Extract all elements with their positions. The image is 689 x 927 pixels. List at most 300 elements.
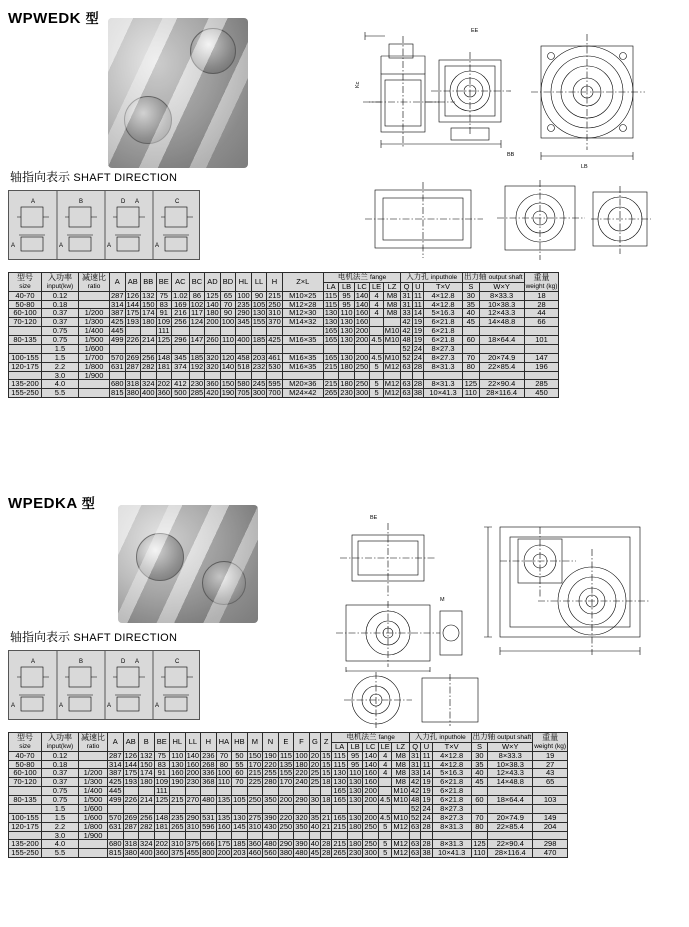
cell-LB: 130	[340, 326, 353, 336]
shaft-direction-en-wpedka: SHAFT DIRECTION	[73, 632, 178, 644]
cell-A: 680	[109, 839, 122, 849]
cell-BC: 285	[190, 388, 204, 398]
gearbox-photo-wpedka	[118, 505, 258, 623]
svg-text:A: A	[135, 199, 140, 205]
cell-Z: 21	[322, 812, 331, 822]
cell-LE: 4.5	[379, 812, 391, 822]
th-outputshaft-en: output shaft	[488, 274, 523, 281]
cell-N: 390	[264, 812, 277, 822]
th-ratio-cn: 减速比	[82, 272, 106, 282]
spec-table-body-wpwedk	[9, 291, 559, 398]
cell-BE: 148	[157, 352, 171, 362]
cell-BE: 148	[155, 812, 169, 822]
cell-LZ: M8	[392, 769, 410, 778]
cell-S: 60	[463, 336, 480, 345]
th-E: E	[278, 733, 294, 752]
cell-size: 155-250	[9, 849, 42, 858]
cell-ratio: 1/600	[79, 804, 108, 813]
th-size	[9, 273, 42, 292]
cell-U: 11	[413, 290, 422, 300]
cell-AC: 1.02	[173, 290, 188, 300]
cell-U: 28	[413, 379, 423, 389]
th-U: U	[412, 282, 423, 291]
cell-U: 28	[422, 821, 431, 831]
cell-ratio: 1/800	[79, 362, 110, 371]
cell-A: 425	[111, 317, 124, 327]
cell-HB: 145	[233, 821, 246, 831]
cell-U: 19	[413, 317, 423, 327]
cell-B: 324	[140, 839, 153, 849]
cell-M: 170	[248, 759, 262, 769]
cell-size: 60-100	[9, 309, 42, 318]
cell-WY: 14×48.8	[479, 318, 524, 327]
th-weight-cn: 重量	[533, 272, 550, 282]
cell-LZ: M10	[393, 795, 408, 805]
cell-BE	[156, 344, 172, 353]
cell-Z: 15	[322, 759, 331, 769]
th-size-cn: 型号	[17, 272, 33, 282]
cell-LE: 4	[370, 309, 383, 318]
cell-size	[9, 804, 42, 813]
drawing-side-wpedka	[480, 505, 660, 675]
cell-power: 3.0	[42, 371, 79, 380]
th-LB: LB	[339, 282, 355, 291]
cell-H: 461	[268, 352, 281, 362]
cell-LC: 300	[355, 388, 369, 398]
cell-S: 45	[471, 778, 488, 787]
cell-AC: 256	[172, 318, 190, 327]
cell-H: 215	[268, 290, 281, 300]
cell-AC: 412	[172, 380, 190, 389]
cell-AB: 226	[124, 795, 138, 805]
cell-S: 125	[471, 840, 488, 849]
cell-HB: 70	[232, 778, 248, 787]
table-row	[9, 389, 559, 398]
cell-G: 25	[310, 777, 320, 787]
cell-AD: 140	[206, 299, 219, 309]
cell-BC: 124	[190, 317, 204, 327]
cell-E: 290	[279, 839, 293, 849]
cell-LA: 265	[324, 388, 338, 398]
cell-power: 4.0	[42, 840, 79, 849]
cell-HL	[236, 344, 252, 353]
cell-H: 236	[202, 750, 215, 760]
shaft-direction-label-wpedka	[10, 628, 177, 645]
cell-LE: 4.5	[379, 795, 391, 805]
cell-LL: 200	[186, 768, 200, 778]
cell-weight: 285	[524, 380, 559, 389]
cell-Q: 31	[402, 290, 411, 300]
cell-U: 28	[422, 839, 431, 849]
cell-LA: 215	[333, 821, 346, 831]
cell-LE: 5	[370, 389, 383, 398]
cell-Q: 63	[402, 379, 411, 389]
cell-A: 314	[109, 759, 122, 769]
table-row	[9, 291, 559, 300]
cell-E: 250	[279, 821, 293, 831]
cell-ZL: M16×35	[282, 362, 323, 371]
cell-BE: 91	[156, 309, 172, 318]
cell-BC: 86	[189, 291, 205, 300]
cell-H: 800	[202, 848, 215, 858]
cell-A: 499	[109, 795, 122, 805]
cell-M: 215	[248, 768, 262, 778]
cell-LC: 160	[364, 768, 377, 778]
cell-power: 1.5	[42, 344, 79, 353]
cell-LC: 250	[355, 379, 369, 389]
cell-S	[471, 804, 488, 813]
cell-ratio: 1/900	[79, 371, 110, 380]
table-row	[9, 849, 568, 858]
cell-ratio: 1/400	[79, 787, 108, 796]
cell-U: 24	[422, 803, 431, 813]
svg-text:A: A	[59, 243, 64, 249]
cell-BE: 109	[157, 317, 171, 327]
svg-text:A: A	[155, 703, 160, 709]
cell-LZ	[383, 344, 401, 353]
cell-LC: 140	[355, 299, 369, 309]
cell-HB: 130	[233, 812, 246, 822]
th-N: N	[263, 733, 279, 752]
cell-LZ: M12	[384, 361, 400, 371]
cell-LC: 250	[364, 821, 377, 831]
cell-B	[139, 804, 155, 813]
cell-TV: 4×12.8	[432, 751, 471, 760]
th-LE: LE	[370, 282, 383, 291]
photo-shaft-hub	[124, 96, 172, 144]
cell-ratio	[79, 380, 110, 389]
cell-LC: 200	[355, 352, 369, 362]
cell-HL: 235	[237, 299, 250, 309]
cell-S: 30	[463, 291, 480, 300]
cell-LC: 160	[355, 317, 369, 327]
cell-HL: 190	[171, 777, 184, 787]
cell-S: 35	[471, 760, 488, 769]
cell-HB: 185	[233, 839, 246, 849]
cell-BE: 83	[154, 760, 170, 769]
cell-HB: 50	[232, 751, 248, 760]
cell-WY: 22×85.4	[479, 362, 524, 371]
cell-LE: 5	[378, 849, 391, 858]
cell-U: 24	[413, 343, 423, 353]
photo-input-hub	[136, 533, 184, 581]
gearbox-photo-wpwedk	[108, 18, 248, 168]
cell-ratio: 1/200	[79, 769, 108, 778]
cell-power: 2.2	[42, 362, 79, 371]
cell-HA: 100	[217, 768, 231, 778]
th-LB: LB	[347, 742, 363, 751]
cell-WY: 12×43.3	[488, 769, 533, 778]
cell-H: 336	[202, 768, 215, 778]
cell-LL: 270	[186, 795, 200, 805]
cell-A: 387	[109, 768, 122, 778]
cell-A: 314	[111, 299, 124, 309]
svg-text:A: A	[155, 243, 160, 249]
cell-AD: 260	[206, 335, 219, 345]
cell-A: 287	[111, 290, 124, 300]
cell-Q: 48	[410, 795, 420, 805]
cell-size: 70-120	[9, 778, 42, 787]
cell-LZ: M10	[393, 786, 408, 796]
cell-BD: 110	[221, 335, 234, 345]
th-weight-cn: 重量	[542, 732, 559, 742]
cell-LE: 5	[378, 840, 391, 849]
cell-size: 155-250	[9, 389, 42, 398]
cell-HL: 458	[237, 352, 250, 362]
cell-AD: 320	[206, 361, 219, 371]
cell-LL: 90	[251, 291, 267, 300]
cell-LA: 165	[324, 352, 338, 362]
cell-F: 320	[295, 812, 308, 822]
cell-LC: 200	[355, 335, 369, 345]
cell-HA: 135	[217, 795, 231, 805]
cell-B: 214	[140, 795, 153, 805]
cell-ratio: 1/300	[79, 778, 108, 787]
cell-H: 310	[268, 308, 281, 318]
cell-HL: 235	[171, 812, 184, 822]
cell-TV: 8×27.3	[432, 804, 471, 813]
cell-A: 425	[109, 777, 122, 787]
th-WY: W×Y	[479, 282, 524, 291]
cell-BC: 192	[190, 361, 204, 371]
cell-HB: 55	[232, 760, 248, 769]
cell-WY: 22×85.4	[488, 822, 533, 831]
cell-BD: 190	[221, 388, 235, 398]
cell-AB: 269	[124, 812, 138, 822]
cell-size: 40-70	[9, 751, 42, 760]
cell-LC: 250	[364, 839, 377, 849]
cell-E	[278, 804, 294, 813]
cell-TV: 6×21.8	[424, 318, 463, 327]
cell-ZL: M14×32	[282, 318, 323, 327]
cell-size: 60-100	[9, 769, 42, 778]
cell-TV: 6×21.8	[424, 327, 463, 336]
svg-text:D: D	[121, 659, 126, 665]
cell-AB: 175	[126, 308, 140, 318]
cell-LL: 290	[186, 812, 200, 822]
cell-N	[263, 804, 279, 813]
cell-B: 150	[140, 759, 153, 769]
cell-LL: 185	[252, 335, 266, 345]
cell-LA: 130	[324, 317, 338, 327]
cell-power: 1.5	[42, 804, 79, 813]
cell-S: 125	[463, 380, 480, 389]
th-S: S	[463, 282, 480, 291]
cell-U: 24	[413, 352, 423, 362]
cell-AD	[205, 344, 221, 353]
cell-AC	[172, 344, 190, 353]
cell-BB: 282	[142, 361, 155, 371]
cell-H: 596	[202, 821, 215, 831]
cell-AB: 380	[126, 388, 140, 398]
cell-AC: 345	[172, 353, 190, 362]
spec-table-wpedka	[8, 732, 568, 858]
cell-BB: 400	[142, 388, 155, 398]
cell-Q: 63	[402, 388, 411, 398]
cell-F	[294, 804, 310, 813]
cell-HL: 265	[171, 821, 184, 831]
section-suffix-wpedka: 型	[81, 496, 96, 511]
cell-LA: 215	[324, 361, 338, 371]
section-model-wpedka: WPEDKA	[8, 495, 78, 512]
table-row	[9, 751, 568, 760]
cell-AB: 287	[126, 361, 140, 371]
table-row	[9, 804, 568, 813]
cell-LB: 180	[340, 361, 353, 371]
cell-LB: 130	[340, 317, 353, 327]
cell-TV: 5×16.3	[424, 309, 463, 318]
cell-H	[201, 804, 217, 813]
cell-U: 24	[422, 812, 431, 822]
spec-table-head	[9, 273, 559, 292]
cell-U: 19	[422, 795, 431, 805]
table-row	[9, 822, 568, 831]
cell-BD: 150	[221, 379, 235, 389]
svg-text:A: A	[135, 659, 140, 665]
cell-A	[108, 804, 124, 813]
cell-TV: 8×31.3	[424, 362, 463, 371]
cell-TV: 8×27.3	[432, 813, 471, 822]
cell-AB: 226	[126, 335, 140, 345]
cell-BB: 150	[142, 299, 155, 309]
shaft-direction-diagram-wpwedk	[8, 190, 200, 260]
cell-ZL: M12×30	[282, 309, 323, 318]
cell-LB: 130	[348, 786, 362, 796]
cell-ratio	[79, 840, 108, 849]
th-LA: LA	[332, 742, 348, 751]
cell-BE	[154, 804, 170, 813]
cell-Q: 63	[410, 821, 420, 831]
th-HB: HB	[232, 733, 248, 752]
cell-BB: 256	[142, 352, 155, 362]
cell-WY: 8×33.3	[479, 291, 524, 300]
cell-LL	[251, 344, 267, 353]
svg-text:LB: LB	[581, 164, 588, 170]
cell-ZL: M12×28	[282, 300, 323, 309]
cell-HA: 80	[216, 760, 232, 769]
th-flange-group	[332, 733, 410, 743]
cell-WY: 22×90.4	[479, 380, 524, 389]
cell-A: 815	[109, 848, 122, 858]
cell-H: 250	[268, 299, 281, 309]
spec-table-body-wpedka	[9, 751, 568, 858]
cell-Z: 28	[322, 839, 331, 849]
th-flange-group	[323, 273, 401, 283]
cell-BB: 180	[142, 317, 155, 327]
cell-H: 425	[268, 335, 281, 345]
cell-AD: 320	[206, 352, 219, 362]
svg-text:B: B	[79, 199, 84, 205]
cell-BB: 214	[142, 335, 155, 345]
cell-size: 120-175	[9, 822, 42, 831]
cell-B: 132	[140, 750, 153, 760]
th-LE: LE	[378, 742, 391, 751]
photo-motor-flange	[190, 28, 236, 74]
cell-LE: 4.5	[371, 352, 382, 362]
cell-H: 370	[268, 317, 281, 327]
cell-LA: 165	[333, 786, 346, 796]
header-row-1	[9, 273, 559, 283]
drawing-side-wpwedk	[525, 16, 655, 176]
cell-HL: 160	[171, 768, 184, 778]
th-Q: Q	[401, 282, 412, 291]
cell-weight: 66	[524, 318, 559, 327]
cell-HA	[216, 804, 232, 813]
th-power-en: input(kw)	[46, 282, 74, 290]
cell-LZ: M8	[392, 760, 410, 769]
cell-WY	[479, 344, 524, 353]
cell-LE: 4	[370, 300, 383, 309]
cell-BC: 147	[190, 335, 204, 345]
section-model-wpwedk: WPWEDK	[8, 10, 81, 27]
cell-LB: 95	[339, 300, 355, 309]
th-weight-en: weight (kg)	[525, 282, 558, 290]
cell-weight: 196	[524, 362, 559, 371]
cell-AB: 175	[124, 768, 138, 778]
cell-TV: 10×41.3	[424, 389, 463, 398]
cell-BC: 230	[190, 379, 204, 389]
th-G: G	[309, 733, 320, 752]
cell-LE: 4.5	[371, 335, 382, 345]
cell-M: 150	[248, 750, 262, 760]
th-A: A	[108, 733, 124, 752]
th-inputhole-en: inputhole	[430, 274, 458, 281]
cell-HL: 375	[171, 848, 184, 858]
th-ratio-en: ratio	[87, 282, 101, 290]
cell-LL: 310	[186, 821, 200, 831]
cell-LZ: M8	[383, 300, 401, 309]
cell-LB	[347, 804, 363, 813]
cell-ratio: 1/600	[79, 344, 110, 353]
cell-LE: 4	[370, 291, 383, 300]
cell-LB: 230	[340, 388, 353, 398]
cell-A: 631	[111, 361, 124, 371]
cell-LC: 160	[364, 777, 377, 787]
cell-LZ: M12	[393, 848, 408, 858]
cell-HL: 518	[237, 361, 250, 371]
th-AB: AB	[123, 733, 139, 752]
cell-TV: 10×41.3	[432, 849, 471, 858]
cell-LZ: M12	[393, 821, 408, 831]
cell-LL: 160	[186, 759, 200, 769]
cell-LZ: M8	[383, 291, 401, 300]
cell-B: 256	[140, 812, 153, 822]
cell-Q: 63	[402, 361, 411, 371]
cell-weight: 28	[524, 300, 559, 309]
th-power-cn: 入功率	[48, 272, 72, 282]
th-ratio-cn: 减速比	[81, 732, 105, 742]
cell-size: 50-80	[9, 760, 42, 769]
cell-G: 25	[310, 768, 320, 778]
cell-WY: 20×74.9	[479, 353, 524, 362]
cell-S: 110	[471, 849, 488, 858]
cell-BE: 75	[154, 751, 170, 760]
cell-size: 135-200	[9, 380, 42, 389]
cell-LA: 165	[333, 812, 346, 822]
cell-weight	[524, 344, 559, 353]
cell-U: 38	[413, 388, 423, 398]
cell-LE	[370, 318, 383, 327]
th-LL: LL	[185, 733, 201, 752]
cell-LB: 95	[347, 760, 363, 769]
svg-text:D: D	[121, 199, 126, 205]
cell-G: 20	[310, 750, 320, 760]
cell-U: 28	[413, 361, 423, 371]
cell-U: 19	[413, 326, 423, 336]
cell-LE	[378, 778, 391, 787]
cell-BC: 117	[190, 308, 203, 318]
cell-TV: 8×27.3	[424, 344, 463, 353]
